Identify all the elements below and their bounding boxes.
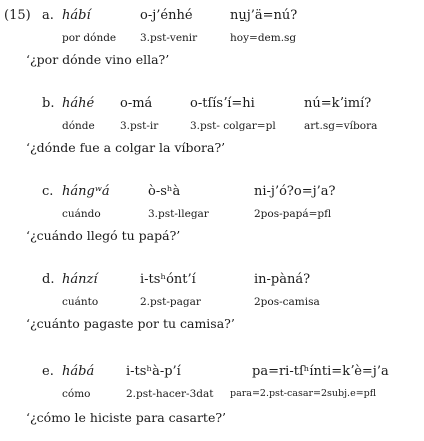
word-1: hángʷá <box>62 184 110 199</box>
word-1: hábí <box>62 8 91 23</box>
example-label: b. <box>42 96 55 111</box>
gloss-1: cuándo <box>62 208 101 220</box>
gloss-3: 2pos-camisa <box>254 296 320 308</box>
example-label: d. <box>42 272 55 287</box>
word-1: hánzí <box>62 272 98 287</box>
word-3: ni-j’ó?o=j’a? <box>254 184 336 199</box>
gloss-1: por dónde <box>62 32 117 44</box>
word-3: pa=ri-tſʰínti=kʼè=j’a <box>252 364 389 379</box>
word-2: o-j’énhé <box>140 8 193 23</box>
word-2: ò-sʰà <box>148 184 181 199</box>
word-4: nú=kʼimí? <box>304 96 372 111</box>
gloss-3: hoy=dem.sg <box>230 32 297 44</box>
example-number: (15) <box>4 8 31 23</box>
gloss-1: cómo <box>62 388 91 400</box>
gloss-3: para=2.pst-casar=2subj.e=pfl <box>230 388 377 399</box>
word-1: hábá <box>62 364 95 379</box>
translation: ‘¿cuándo llegó tu papá?’ <box>26 228 181 243</box>
gloss-2: 2.pst-hacer-3dat <box>126 388 214 400</box>
word-2: i-tsʰà-p’í <box>126 364 181 379</box>
gloss-2: 3.pst-ir <box>120 120 159 132</box>
translation: ‘¿cuánto pagaste por tu camisa?’ <box>26 316 235 331</box>
gloss-3: 3.pst- colgar=pl <box>190 120 276 132</box>
gloss-2: 2.pst-pagar <box>140 296 201 308</box>
word-2: o-má <box>120 96 153 111</box>
example-label: a. <box>42 8 54 23</box>
word-3: o-tſísʼí=hi <box>190 96 255 111</box>
gloss-3: 2pos-papá=pfl <box>254 208 332 220</box>
translation: ‘¿cómo le hiciste para casarte?’ <box>26 410 227 425</box>
word-3: nu̱j’ä=nú? <box>230 8 298 23</box>
gloss-1: dónde <box>62 120 95 132</box>
translation: ‘¿dónde fue a colgar la víbora?’ <box>26 140 226 155</box>
translation: ‘¿por dónde vino ella?’ <box>26 52 170 67</box>
word-1: háhé <box>62 96 95 111</box>
example-label: c. <box>42 184 54 199</box>
gloss-1: cuánto <box>62 296 99 308</box>
word-2: i-tsʰónt’í <box>140 272 196 287</box>
example-label: e. <box>42 364 54 379</box>
gloss-4: art.sg=víbora <box>304 120 378 132</box>
gloss-2: 3.pst-llegar <box>148 208 209 220</box>
gloss-2: 3.pst-venir <box>140 32 198 44</box>
word-3: in-pàná? <box>254 272 311 287</box>
